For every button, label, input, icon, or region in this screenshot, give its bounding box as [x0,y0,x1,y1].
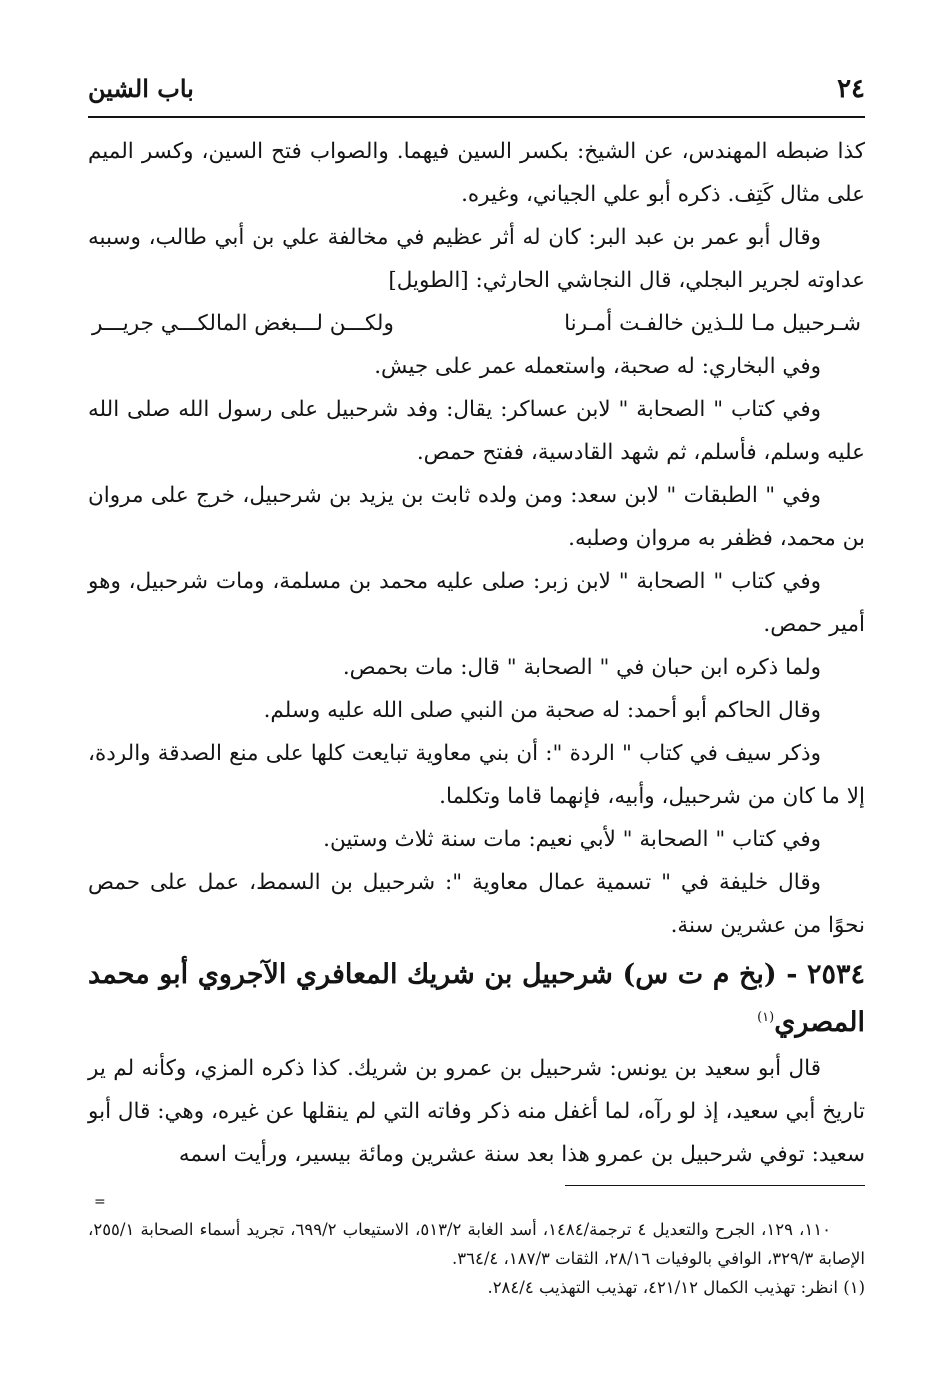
main-text [88,130,865,1176]
paragraph: ولما ذكره ابن حبان في " الصحابة " قال: مات بحمص. [342,655,821,680]
paragraph: وفي البخاري: له صحبة، واستعمله عمر على جيش. [374,354,821,379]
paragraph: وفي " الطبقات " لابن سعد: ومن ولده ثابت بن يزيد بن شرحبيل، خرج على مروان بن محمد، فظفر به مروان وصلبه. [88,483,865,551]
entry-title: ٢٥٣٤ - (بخ م ت س) شرحبيل بن شريك المعافري الآجروي أبو محمد المصري [88,959,865,1038]
paragraph: وفي كتاب " الصحابة " لأبي نعيم: مات سنة ثلاث وستين. [323,827,821,852]
paragraph: وفي كتاب " الصحابة " لابن عساكر: يقال: وفد شرحبيل على رسول الله صلى الله عليه وسلم، فأسلم، ثم شهد القادسية، ففتح حمص. [88,397,865,465]
page-header [88,60,865,118]
chapter-title: باب الشين [88,74,194,103]
book-page [88,60,865,1340]
page-number: ٢٤ [837,74,865,104]
footnote-divider [565,1185,865,1186]
paragraph: وقال أبو عمر بن عبد البر: كان له أثر عظيم في مخالفة علي بن أبي طالب، وسببه عداوته لجرير البجلي، قال النجاشي الحارثي: [الطويل] [88,225,865,293]
entry-heading [88,951,865,1047]
paragraph: كذا ضبطه المهندس، عن الشيخ: بكسر السين فيهما. والصواب فتح السين، وكسر الميم على مثال كَتِف. ذكره أبو علي الجياني، وغيره. [88,139,865,207]
paragraph: وفي كتاب " الصحابة " لابن زبر: صلى عليه محمد بن مسلمة، ومات شرحبيل، وهو أمير حمص. [88,569,865,637]
footnotes [88,1215,865,1302]
poetry-verse [88,302,865,345]
paragraph: وقال خليفة في " تسمية عمال معاوية ": شرحبيل بن السمط، عمل على حمص نحوًا من عشرين سنة. [88,870,865,938]
verse-first-hemistich: شـرحبيل مـا للـذين خالفـت أمـرنا [564,311,861,336]
paragraph: وذكر سيف في كتاب " الردة ": أن بني معاوية تبايعت كلها على منع الصدقة والردة، إلا ما كان من شرحبيل، وأبيه، فإنهما قاما وتكلما. [88,741,865,809]
footnote-1: (١) انظر: تهذيب الكمال ٤٢١/١٢، تهذيب التهذيب ٢٨٤/٤. [487,1278,865,1297]
paragraph: وقال الحاكم أبو أحمد: له صحبة من النبي صلى الله عليه وسلم. [263,698,821,723]
verse-second-hemistich: ولكـــن لـــبغض المالكـــي جريـــر [92,311,394,336]
footnote-continuation: ١١٠، ١٢٩، الجرح والتعديل ٤ ترجمة/١٤٨٤، أسد الغابة ٥١٣/٢، الاستيعاب ٦٩٩/٢، تجريد أسماء الصحابة ٢٥٥/١، الإصابة ٣٢٩/٣، الوافي بالوفيات ٢٨/١٦، الثقات ١٨٧/٣، ٣٦٤/٤. [88,1220,865,1268]
continuation-mark: = [94,1194,106,1210]
footnote-reference[interactable]: (١) [757,1010,775,1025]
entry-paragraph: قال أبو سعيد بن يونس: شرحبيل بن عمرو بن شريك. كذا ذكره المزي، وكأنه لم ير تاريخ أبي سعيد، إذ لو رآه، لما أغفل منه ذكر وفاته التي لم ينقلها عن غيره، وهي: قال أبو سعيد: توفي شرحبيل بن عمرو هذا بعد سنة عشرين ومائة بيسير، ورأيت اسمه [88,1056,865,1167]
